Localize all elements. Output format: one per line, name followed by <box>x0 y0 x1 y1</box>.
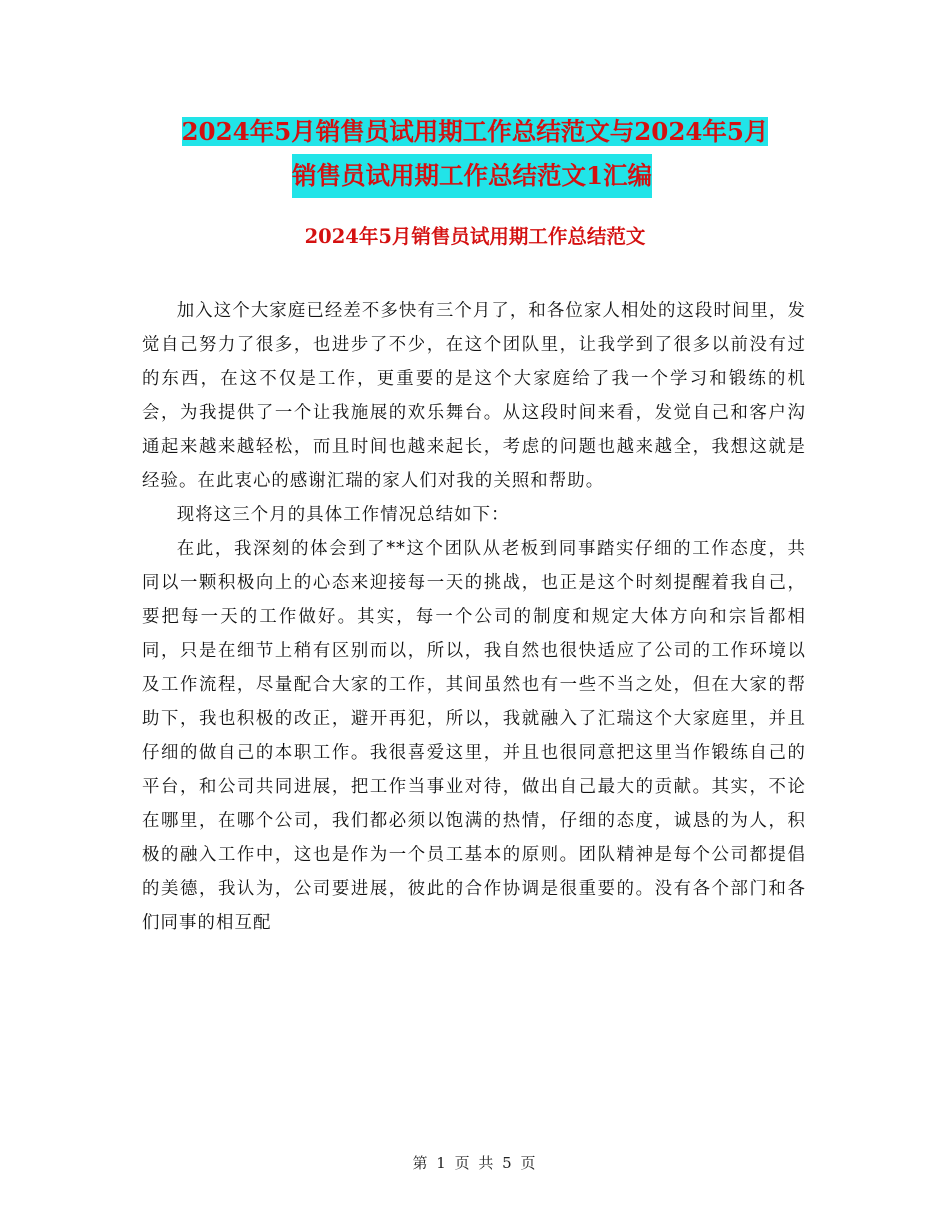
document-body <box>142 294 806 940</box>
body-paragraph-1: 加入这个大家庭已经差不多快有三个月了，和各位家人相处的这段时间里，发觉自己努力了很多，也进步了不少，在这个团队里，让我学到了很多以前没有过的东西，在这不仅是工作，更重要的是这个大家庭给了我一个学习和锻练的机会，为我提供了一个让我施展的欢乐舞台。从这段时间来看，发觉自己和客户沟通起来越来越轻松，而且时间也越来起长，考虑的问题也越来越全，我想这就是经验。在此衷心的感谢汇瑞的家人们对我的关照和帮助。 <box>142 301 806 491</box>
document-title-line-1: 2024年5月销售员试用期工作总结范文与2024年5月 <box>181 117 769 146</box>
document-title <box>0 110 950 198</box>
body-paragraph-2: 现将这三个月的具体工作情况总结如下： <box>176 505 510 525</box>
section-title: 2024年5月销售员试用期工作总结范文 <box>304 225 646 248</box>
document-title-line-2: 销售员试用期工作总结范文1汇编 <box>292 154 652 198</box>
page-footer: 第 1 页 共 5 页 <box>412 1154 538 1172</box>
body-paragraph-3: 在此，我深刻的体会到了**这个团队从老板到同事踏实仔细的工作态度，共同以一颗积极向上的心态来迎接每一天的挑战，也正是这个时刻提醒着我自己，要把每一天的工作做好。其实，每一个公司的制度和规定大体方向和宗旨都相同，只是在细节上稍有区别而以，所以，我自然也很快适应了公司的工作环境以及工作流程，尽量配合大家的工作，其间虽然也有一些不当之处，但在大家的帮助下，我也积极的改正，避开再犯，所以，我就融入了汇瑞这个大家庭里，并且仔细的做自己的本职工作。我很喜爱这里，并且也很同意把这里当作锻练自己的平台，和公司共同进展，把工作当事业对待，做出自己最大的贡献。其实，不论在哪里，在哪个公司，我们都必须以饱满的热情，仔细的态度，诚恳的为人，积极的融入工作中，这也是作为一个员工基本的原则。团队精神是每个公司都提倡的美德，我认为，公司要进展，彼此的合作协调是很重要的。没有各个部门和各们同事的相互配 <box>142 539 806 933</box>
